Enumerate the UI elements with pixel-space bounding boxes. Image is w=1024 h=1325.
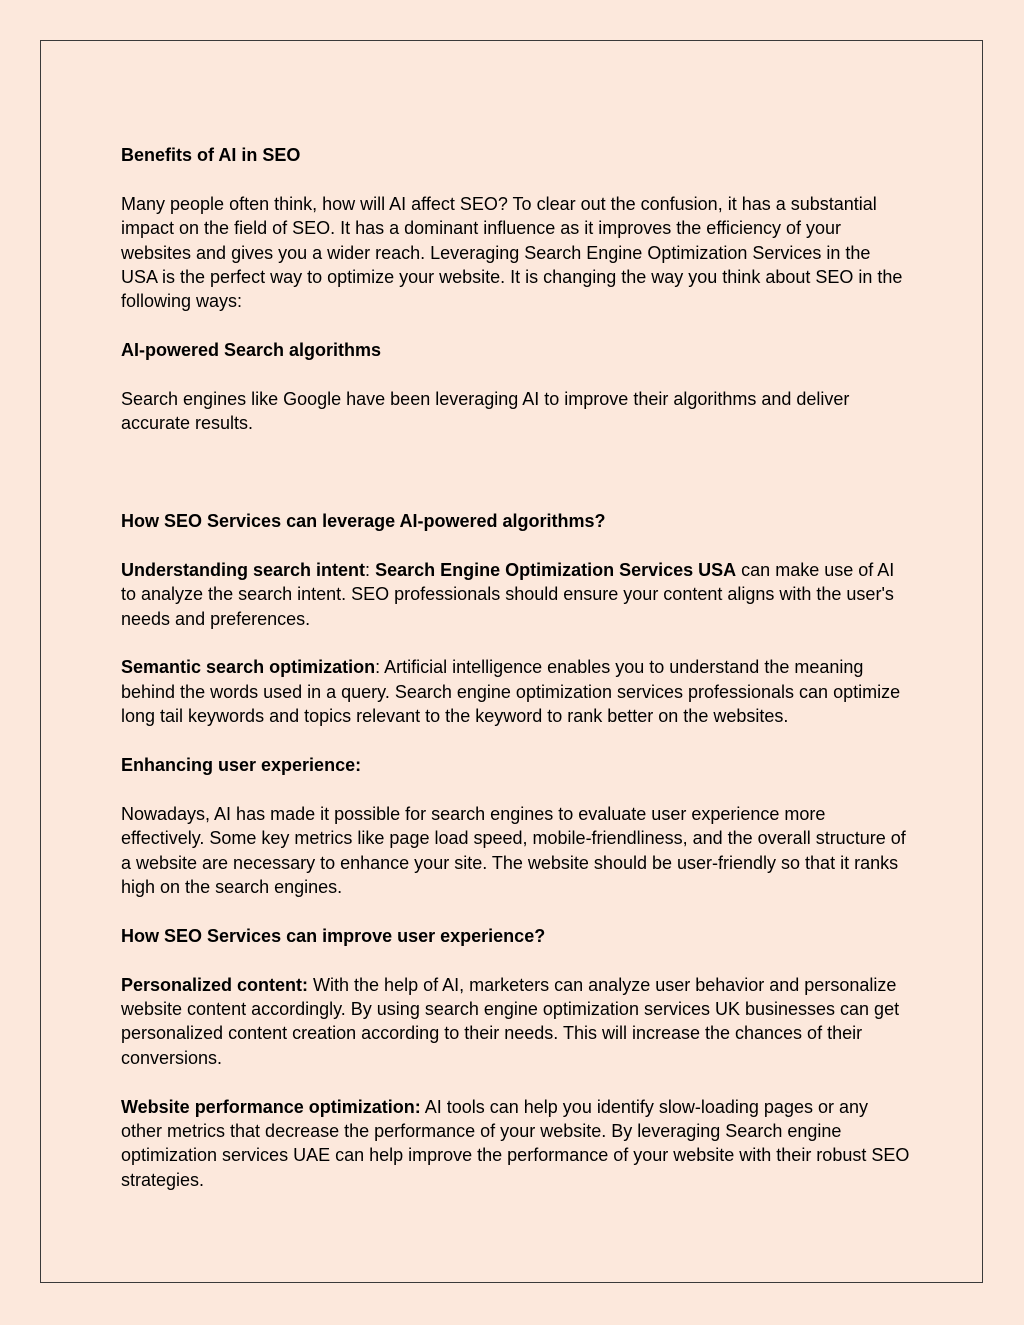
- heading-leverage: How SEO Services can leverage AI-powered algorithms?: [121, 511, 606, 532]
- heading-ai-algorithms: AI-powered Search algorithms: [121, 340, 382, 361]
- website-performance-text: AI tools can help you identify slow-loading pages or any other metrics that decrease the performance of your website. By leveraging Search engine optimization services UAE can help improve the performance of your website with their robust SEO strategies.: [121, 1096, 910, 1190]
- search-intent-separator: :: [365, 559, 376, 580]
- personalized-content-paragraph: [121, 973, 911, 1071]
- document-body: [121, 143, 911, 1217]
- semantic-search-label: Semantic search optimization: [121, 657, 376, 678]
- website-performance-paragraph: [121, 1095, 911, 1193]
- personalized-content-text: With the help of AI, marketers can analyze user behavior and personalize website content accordingly. By using search engine optimization services UK businesses can get personalized content creation according to their needs. This will increase the chances of their conversions.: [121, 974, 900, 1068]
- intro-paragraph: Many people often think, how will AI affect SEO? To clear out the confusion, it has a substantial impact on the field of SEO. It has a dominant influence as it improves the efficiency of your websites and gives you a wider reach. Leveraging Search Engine Optimization Services in the USA is the perfect way to optimize your website. It is changing the way you think about SEO in the following ways:: [121, 193, 903, 312]
- section-spacer: [121, 460, 911, 509]
- ai-algorithms-paragraph: Search engines like Google have been leveraging AI to improve their algorithms and deliver accurate results.: [121, 389, 850, 434]
- search-intent-service-name: Search Engine Optimization Services USA: [375, 559, 737, 580]
- search-intent-label: Understanding search intent: [121, 559, 366, 580]
- personalized-content-label: Personalized content:: [121, 974, 309, 995]
- heading-benefits: Benefits of AI in SEO: [121, 145, 301, 165]
- semantic-search-text: : Artificial intelligence enables you to understand the meaning behind the words used in a query. Search engine optimization services professionals can optimize long tail keywords and topics relevant to the keyword to rank better on the websites.: [121, 657, 901, 727]
- website-performance-label: Website performance optimization:: [121, 1096, 421, 1117]
- heading-improve-ux: How SEO Services can improve user experience?: [121, 925, 546, 946]
- semantic-search-paragraph: [121, 655, 911, 728]
- user-experience-paragraph: Nowadays, AI has made it possible for search engines to evaluate user experience more effectively. Some key metrics like page load speed, mobile-friendliness, and the overall structure of a website are necessary to enhance your site. The website should be user-friendly so that it ranks high on the search engines.: [121, 803, 906, 898]
- heading-user-experience: Enhancing user experience:: [121, 755, 362, 776]
- search-intent-text: can make use of AI to analyze the search intent. SEO professionals should ensure your content aligns with the user's needs and preferences.: [121, 559, 895, 629]
- search-intent-paragraph: [121, 558, 911, 631]
